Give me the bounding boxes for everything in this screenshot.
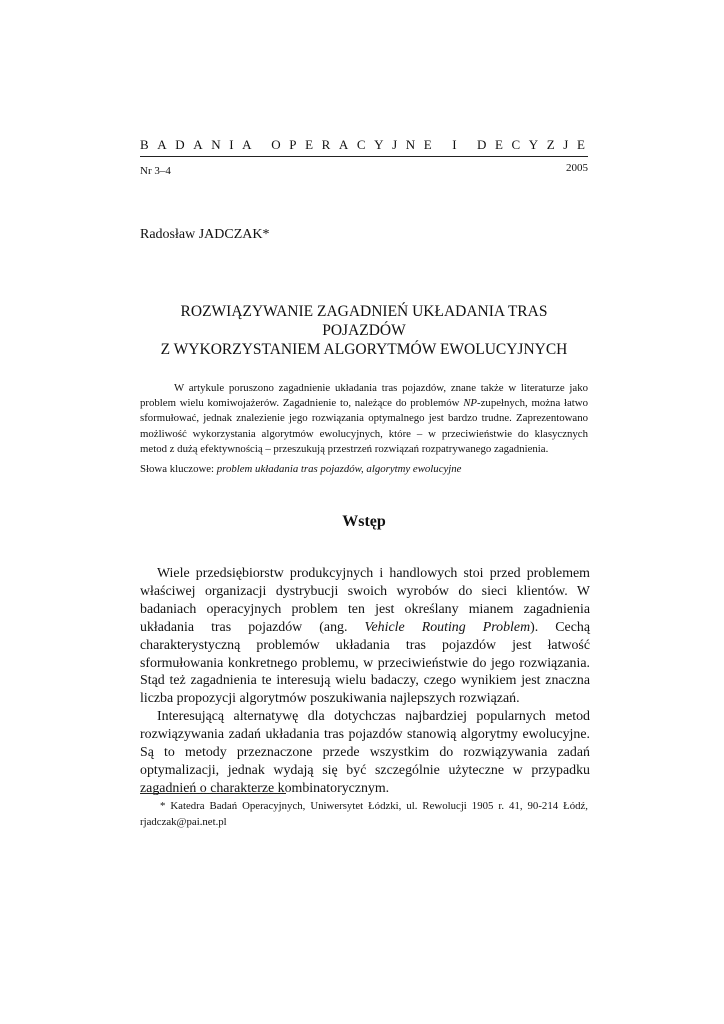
author-name: Radosław JADCZAK*: [140, 227, 270, 242]
article-title-line-2: Z WYKORZYSTANIEM ALGORYTMÓW EWOLUCYJNYCH: [160, 341, 568, 358]
header-rule: [140, 156, 588, 157]
paragraph-1-part-2: ). Cechą charakterystyczną problemów układania tras pojazdów jest łatwość sformułowania konkretnego problemu, w przeciwieństwie do jego rozwiązania. Stąd też zagadnienia te interesują wielu badaczy, czego wynikiem jest znaczna liczba propozycji algorytmów poszukiwania najlepszych rozwiązań.: [140, 619, 590, 707]
abstract-part-2: -zupełnych, można łatwo sformułować, jednak znalezienie jego rozwiązania optymalnego jest bardzo trudne. Zaprezentowano możliwość wykorzystania algorytmów ewolucyjnych, które – w przeciwieństwie do klasycznych metod z dużą efektywnością – przeszukują przestrzeń rozwiązań rozpatrywanego zagadnienia.: [140, 397, 588, 455]
article-title: [140, 302, 588, 359]
keywords: [140, 463, 588, 475]
journal-title: BADANIA OPERACYJNE I DECYZJE: [140, 137, 594, 152]
abstract-part-1: W artykule poruszono zagadnienie układania tras pojazdów, znane także w literaturze jako problem wielu komiwojażerów. Zagadnienie to, należące do problemów: [140, 382, 588, 410]
keywords-label: Słowa kluczowe:: [140, 463, 217, 475]
body-paragraph-2: Interesującą alternatywę dla dotychczas najbardziej popularnych metod rozwiązywania zadań układania tras pojazdów stanowią algorytmy ewolucyjne. Są to metody przeznaczone przede wszystkim do rozwiązywania zadań optymalizacji, jednak wydają się być szczególnie użyteczne w przypadku zagadnień o charakterze kombinatorycznym.: [140, 709, 590, 796]
abstract-np-term: NP: [463, 397, 478, 410]
body-text: [140, 565, 590, 798]
paragraph-1-english-term: Vehicle Routing Problem: [364, 619, 531, 635]
paragraph-1-part-1: Wiele przedsiębiorstw produkcyjnych i handlowych stoi przed problemem właściwej organizacji dystrybucji swoich wyrobów do sieci klientów. W badaniach operacyjnych problem ten jest określany mianem zagadnienia układania tras pojazdów (ang.: [140, 566, 590, 635]
section-heading: Wstęp: [342, 513, 386, 530]
publication-year: 2005: [566, 162, 588, 174]
body-paragraph-1: [140, 565, 590, 708]
article-title-line-1: ROZWIĄZYWANIE ZAGADNIEŃ UKŁADANIA TRAS POJAZDÓW: [180, 303, 548, 339]
keywords-values: problem układania tras pojazdów, algorytmy ewolucyjne: [216, 463, 462, 475]
footnote-rule: [140, 793, 286, 794]
abstract: [140, 381, 588, 457]
footnote: * Katedra Badań Operacyjnych, Uniwersytet Łódzki, ul. Rewolucji 1905 r. 41, 90-214 Łódź, rjadczak@pai.net.pl: [140, 800, 588, 828]
issue-number: Nr 3–4: [140, 165, 171, 177]
